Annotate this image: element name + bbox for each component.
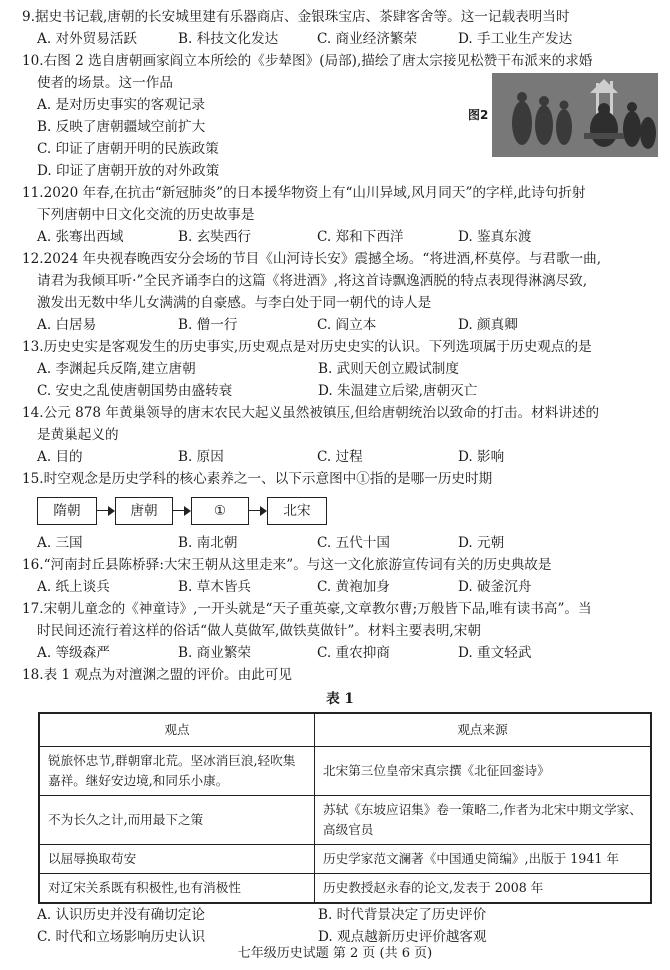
option-c[interactable]: C. 黄袍加身 (317, 579, 390, 595)
question-17-options (22, 642, 658, 664)
question-9 (22, 6, 658, 50)
table-row (39, 796, 651, 845)
question-10 (22, 50, 658, 182)
option-c[interactable]: C. 重农抑商 (317, 645, 390, 661)
table-header-viewpoint: 观点 (39, 713, 315, 747)
option-a[interactable]: A. 是对历史事实的客观记录 (37, 97, 205, 113)
painting-illustration (492, 73, 658, 157)
viewpoint-table (38, 712, 652, 904)
question-17 (22, 598, 658, 664)
option-c[interactable]: C. 过程 (317, 449, 363, 465)
table-row (39, 845, 651, 874)
figure-2 (468, 72, 658, 158)
arrow-right-icon (173, 498, 191, 524)
question-13-options-row1 (22, 358, 658, 380)
question-12-stem-line3: 激发出无数中华儿女满满的自豪感。与李白处于同一朝代的诗人是 (37, 295, 432, 311)
option-a[interactable]: A. 李渊起兵反隋,建立唐朝 (37, 361, 196, 377)
table-cell-viewpoint: 以屈辱换取苟安 (39, 845, 315, 874)
question-11 (22, 182, 658, 248)
option-c[interactable]: C. 印证了唐朝开明的民族政策 (37, 141, 219, 157)
option-b[interactable]: B. 商业繁荣 (178, 645, 252, 661)
table-cell-source: 历史学家范文澜著《中国通史简编》,出版于 1941 年 (315, 845, 652, 874)
table-row (39, 747, 651, 796)
question-12-stem-line1: 12.2024 年央视春晚西安分会场的节目《山河诗长安》震撼全场。“将进酒,杯莫停。与君歌一曲, (22, 251, 602, 267)
table-cell-source: 北宋第三位皇帝宋真宗撰《北征回銮诗》 (315, 747, 652, 796)
option-a[interactable]: A. 认识历史并没有确切定论 (37, 907, 205, 923)
option-d[interactable]: D. 颜真卿 (458, 317, 518, 333)
table-header-source: 观点来源 (315, 713, 652, 747)
option-c[interactable]: C. 阎立本 (317, 317, 377, 333)
timeline-box-northern-song: 北宋 (267, 497, 327, 525)
question-14-stem-line1: 14.公元 878 年黄巢领导的唐末农民大起义虽然被镇压,但给唐朝统治以致命的打击。材料讲述的 (22, 405, 600, 421)
option-b[interactable]: B. 武则天创立殿试制度 (318, 361, 459, 377)
timeline-box-blank: ① (191, 497, 249, 525)
option-b[interactable]: B. 僧一行 (178, 317, 238, 333)
page-footer: 七年级历史试题 第 2 页 (共 6 页) (237, 946, 433, 961)
question-13-stem: 13.历史史实是客观发生的历史事实,历史观点是对历史史实的认识。下列选项属于历史观点的是 (22, 339, 592, 355)
painting-image (492, 73, 658, 157)
question-9-stem: 9.据史书记载,唐朝的长安城里建有乐器商店、金银珠宝店、茶肆客舍等。这一记载表明当时 (22, 9, 570, 25)
question-13-options-row2 (22, 380, 658, 402)
option-c[interactable]: C. 时代和立场影响历史认识 (37, 929, 206, 945)
option-b[interactable]: B. 原因 (178, 449, 224, 465)
question-9-options (22, 28, 658, 50)
option-c[interactable]: C. 五代十国 (317, 535, 390, 551)
option-b[interactable]: B. 南北朝 (178, 535, 238, 551)
option-c[interactable]: C. 郑和下西洋 (317, 229, 404, 245)
table-cell-source: 历史教授赵永春的论文,发表于 2008 年 (315, 874, 652, 904)
figure-2-label: 图2 (468, 108, 489, 122)
option-b[interactable]: B. 玄奘西行 (178, 229, 252, 245)
question-18-stem: 18.表 1 观点为对澶渊之盟的评价。由此可见 (22, 667, 293, 683)
question-18-options-row1 (22, 904, 658, 926)
table-cell-viewpoint: 对辽宋关系既有积极性,也有消极性 (39, 874, 315, 904)
table-cell-viewpoint: 锐旅怀忠节,群朝窜北荒。坚冰消巨浪,轻吹集嘉祥。继好安边境,和同乐小康。 (39, 747, 315, 796)
question-10-stem-line2: 使者的场景。这一作品 (37, 75, 173, 91)
option-a[interactable]: A. 白居易 (37, 317, 97, 333)
question-11-options (22, 226, 658, 248)
question-13 (22, 336, 658, 402)
question-12-options (22, 314, 658, 336)
question-14 (22, 402, 658, 468)
option-a[interactable]: A. 张骞出西域 (37, 229, 124, 245)
option-d[interactable]: D. 印证了唐朝开放的对外政策 (37, 163, 220, 179)
option-a[interactable]: A. 三国 (37, 535, 83, 551)
question-14-options (22, 446, 658, 468)
question-15-stem: 15.时空观念是历史学科的核心素养之一、以下示意图中①指的是哪一历史时期 (22, 471, 493, 487)
option-a[interactable]: A. 目的 (37, 449, 83, 465)
table-cell-viewpoint: 不为长久之计,而用最下之策 (39, 796, 315, 845)
table-cell-source: 苏轼《东坡应诏集》卷一策略二,作者为北宋中期文学家、高级官员 (315, 796, 652, 845)
option-a[interactable]: A. 纸上谈兵 (37, 579, 110, 595)
table-header-row (39, 713, 651, 747)
option-c[interactable]: C. 安史之乱使唐朝国势由盛转衰 (37, 383, 233, 399)
option-b[interactable]: B. 草木皆兵 (178, 579, 252, 595)
question-16-stem: 16.“河南封丘县陈桥驿:大宋王朝从这里走来”。与这一文化旅游宣传词有关的历史典故是 (22, 557, 552, 573)
arrow-right-icon (97, 498, 115, 524)
option-d[interactable]: D. 鉴真东渡 (458, 229, 532, 245)
option-b[interactable]: B. 反映了唐朝疆域空前扩大 (37, 119, 206, 135)
option-d[interactable]: D. 朱温建立后梁,唐朝灭亡 (318, 383, 478, 399)
question-10-stem-line1: 10.右图 2 选自唐朝画家阎立本所绘的《步辇图》(局部),描绘了唐太宗接见松赞干布派来的求婚 (22, 53, 593, 69)
table-row (39, 874, 651, 904)
option-b[interactable]: B. 时代背景决定了历史评价 (318, 907, 487, 923)
option-d[interactable]: D. 手工业生产发达 (458, 31, 573, 47)
option-d[interactable]: D. 观点越新历史评价越客观 (318, 929, 487, 945)
question-11-stem-line2: 下列唐朝中日文化交流的历史故事是 (37, 207, 255, 223)
timeline-diagram (22, 492, 658, 530)
option-d[interactable]: D. 元朝 (458, 535, 505, 551)
question-17-stem-line2: 时民间还流行着这样的俗话“做人莫做军,做铁莫做针”。材料主要表明,宋朝 (37, 623, 481, 639)
question-17-stem-line1: 17.宋朝儿童念的《神童诗》,一开头就是“天子重英豪,文章教尔曹;万般皆下品,唯有读书高”。当 (22, 601, 592, 617)
question-16 (22, 554, 658, 598)
question-18 (22, 664, 658, 948)
question-15 (22, 468, 658, 554)
question-15-options (22, 532, 658, 554)
option-a[interactable]: A. 对外贸易活跃 (37, 31, 138, 47)
question-12-stem-line2: 请君为我倾耳听·”全民齐诵李白的这篇《将进酒》,将这首诗飘逸洒脱的特点表现得淋漓尽致, (37, 273, 588, 289)
question-14-stem-line2: 是黄巢起义的 (37, 427, 119, 443)
table-caption: 表 1 (326, 691, 354, 707)
exam-page (22, 6, 658, 948)
question-11-stem-line1: 11.2020 年春,在抗击“新冠肺炎”的日本援华物资上有“山川异域,风月同天”的字样,此诗句折射 (22, 185, 586, 201)
option-d[interactable]: D. 重文轻武 (458, 645, 532, 661)
timeline-box-tang: 唐朝 (115, 497, 173, 525)
option-a[interactable]: A. 等级森严 (37, 645, 110, 661)
question-16-options (22, 576, 658, 598)
option-d[interactable]: D. 破釜沉舟 (458, 579, 532, 595)
question-12 (22, 248, 658, 336)
option-c[interactable]: C. 商业经济繁荣 (317, 31, 418, 47)
option-d[interactable]: D. 影响 (458, 449, 505, 465)
option-b[interactable]: B. 科技文化发达 (178, 31, 279, 47)
timeline-box-sui: 隋朝 (37, 497, 97, 525)
arrow-right-icon (249, 498, 267, 524)
